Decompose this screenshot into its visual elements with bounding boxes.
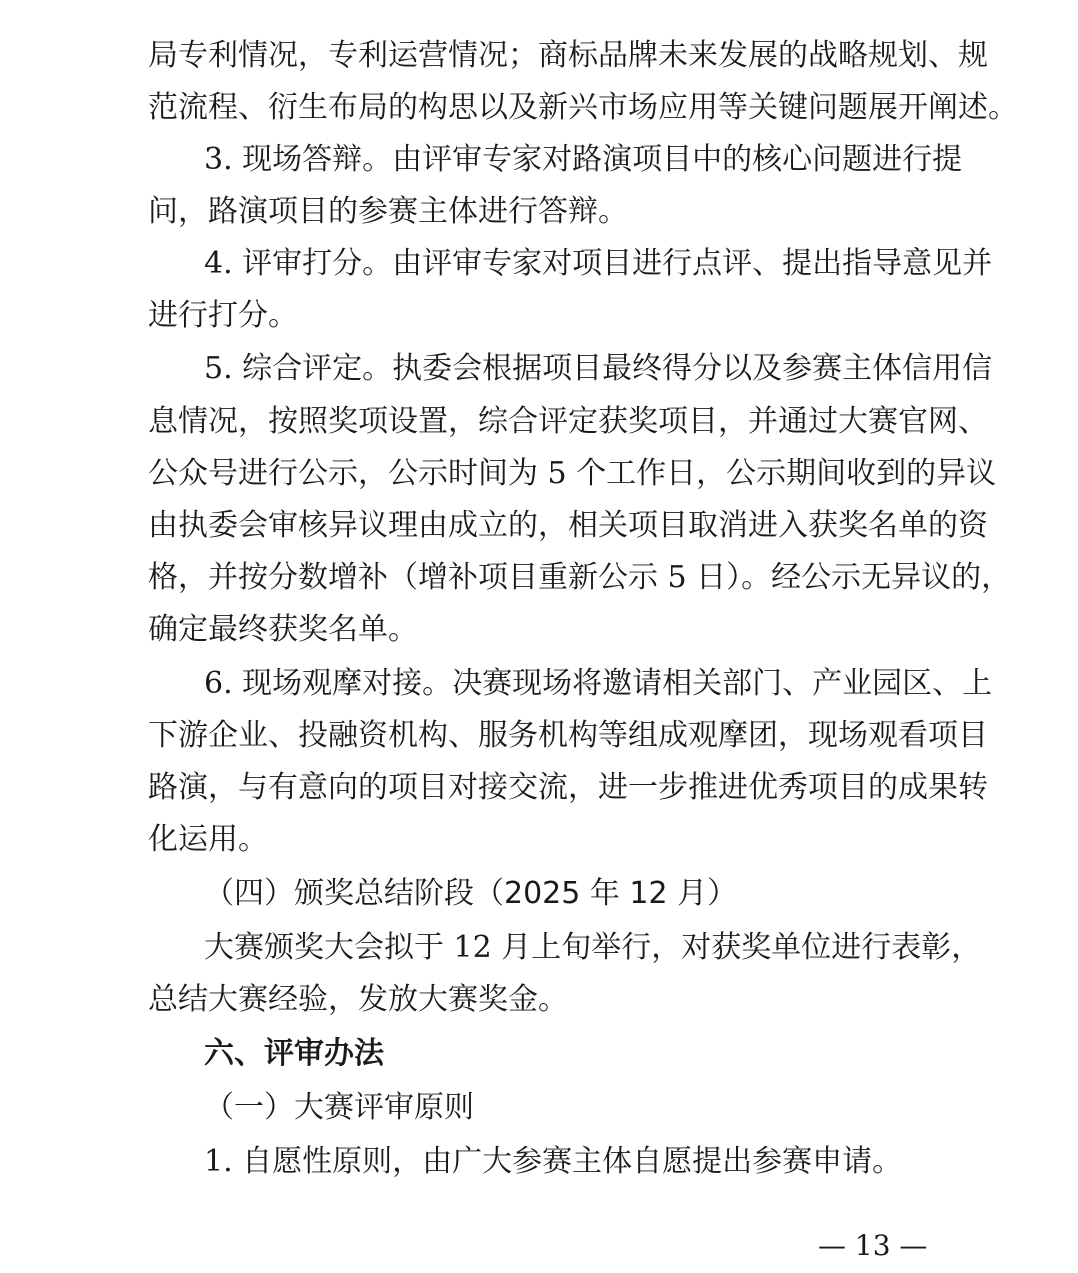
text-line: 格，并按分数增补（增补项目重新公示 5 日）。经公示无异议的， [148,560,1012,595]
section-heading: 六、评审办法 [204,1036,384,1071]
text-line: 范流程、衍生布局的构思以及新兴市场应用等关键问题展开阐述。 [148,90,1018,125]
text-line: 大赛颁奖大会拟于 12 月上旬举行，对获奖单位进行表彰， [204,930,982,965]
text-line: 由执委会审核异议理由成立的，相关项目取消进入获奖名单的资 [148,508,988,543]
section-subheading: （四）颁奖总结阶段（2025 年 12 月） [204,876,738,911]
page-number: — 13 — [818,1229,928,1262]
text-line: 确定最终获奖名单。 [148,612,418,647]
text-line: 3. 现场答辩。由评审专家对路演项目中的核心问题进行提 [204,142,963,177]
text-line: 问，路演项目的参赛主体进行答辩。 [148,194,628,229]
text-line: 化运用。 [148,822,268,857]
text-line: 公众号进行公示，公示时间为 5 个工作日，公示期间收到的异议 [148,456,997,491]
text-line: 总结大赛经验，发放大赛奖金。 [148,982,568,1017]
text-line: 1. 自愿性原则，由广大参赛主体自愿提出参赛申请。 [204,1144,903,1179]
text-line: 5. 综合评定。执委会根据项目最终得分以及参赛主体信用信 [204,351,993,386]
text-line: 息情况，按照奖项设置，综合评定获奖项目，并通过大赛官网、 [148,404,988,439]
text-line: 下游企业、投融资机构、服务机构等组成观摩团，现场观看项目 [148,718,988,753]
text-line: 进行打分。 [148,298,298,333]
text-line: 局专利情况，专利运营情况；商标品牌未来发展的战略规划、规 [148,38,988,73]
section-subheading: （一）大赛评审原则 [204,1090,474,1125]
text-line: 路演，与有意向的项目对接交流，进一步推进优秀项目的成果转 [148,770,988,805]
text-line: 6. 现场观摩对接。决赛现场将邀请相关部门、产业园区、上 [204,666,993,701]
text-line: 4. 评审打分。由评审专家对项目进行点评、提出指导意见并 [204,246,993,281]
